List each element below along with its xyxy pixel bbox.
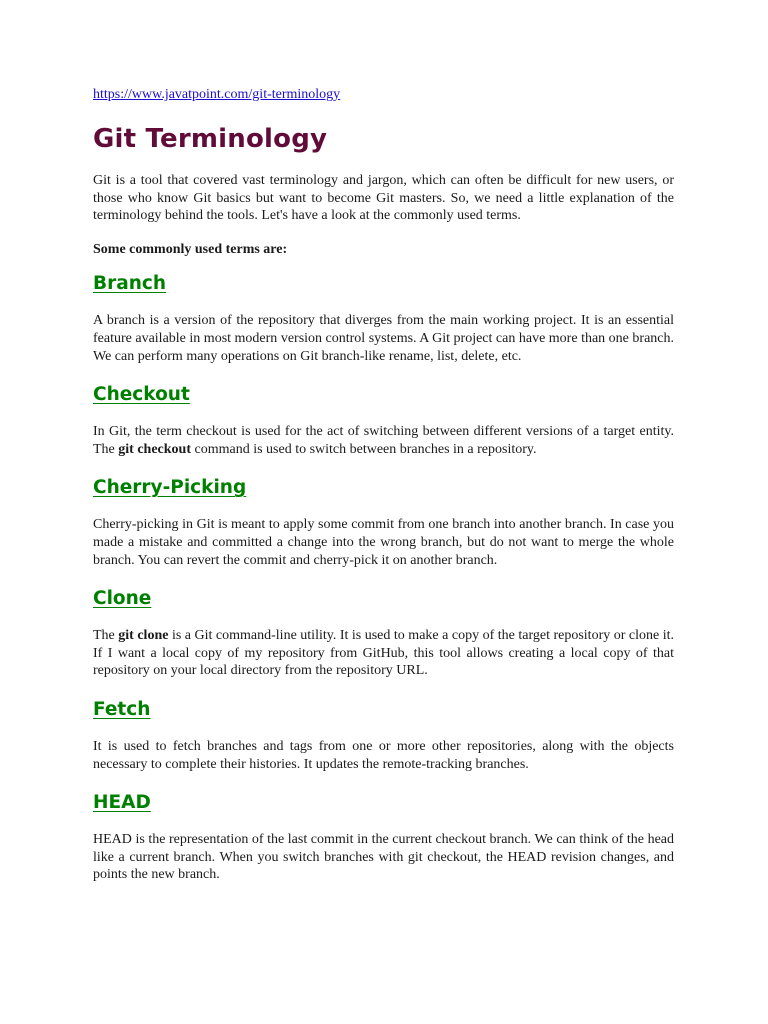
checkout-text-before: In Git, the term checkout is used for the act of switching between different versions of a target entity. The	[93, 424, 674, 457]
paragraph-fetch: It is used to fetch branches and tags from one or more other repositories, along with the objects necessary to complete their histories. It updates the remote-tracking branches.	[93, 738, 674, 772]
paragraph-cherry-picking: Cherry-picking in Git is meant to apply some commit from one branch into another branch. In case you made a mistake and committed a change into the wrong branch, but do not want to merge the whole branch. You can revert the commit and cherry-pick it on another branch.	[93, 517, 674, 568]
clone-text-before: The	[93, 628, 119, 644]
section-clone	[93, 587, 674, 680]
heading-cherry-picking: Cherry-Picking	[93, 477, 247, 499]
page-title: Git Terminology	[93, 124, 328, 154]
lead-in-text: Some commonly used terms are:	[93, 241, 288, 257]
heading-branch: Branch	[93, 273, 167, 295]
heading-head: HEAD	[93, 792, 151, 814]
clone-command: git clone	[118, 628, 169, 644]
document-page	[93, 86, 674, 902]
heading-fetch: Fetch	[93, 698, 151, 720]
section-head	[93, 791, 674, 884]
intro-paragraph: Git is a tool that covered vast terminology and jargon, which can often be difficult for new users, or those who know Git basics but want to become Git masters. So, we need a little explanation of the terminology behind the tools. Let's have a look at the commonly used terms.	[93, 173, 674, 224]
paragraph-clone	[93, 627, 674, 680]
clone-text-after: is a Git command-line utility. It is used to make a copy of the target repository or clone it. If I want a local copy of my repository from GitHub, this tool allows creating a local copy of that repository on your local directory from the repository URL.	[93, 628, 675, 679]
heading-clone: Clone	[93, 588, 152, 610]
section-cherry-picking	[93, 476, 674, 569]
checkout-command: git checkout	[118, 441, 191, 457]
section-fetch	[93, 698, 674, 773]
paragraph-head: HEAD is the representation of the last commit in the current checkout branch. We can think of the head like a current branch. When you switch branches with git checkout, the HEAD revision changes, and points the new branch.	[93, 832, 674, 883]
section-checkout	[93, 383, 674, 458]
source-link[interactable]: https://www.javatpoint.com/git-terminology	[93, 87, 341, 102]
checkout-text-after: command is used to switch between branches in a repository.	[190, 441, 537, 457]
heading-checkout: Checkout	[93, 384, 190, 406]
paragraph-branch: A branch is a version of the repository that diverges from the main working project. It is an essential feature available in most modern version control systems. A Git project can have more than one branch. We can perform many operations on Git branch-like rename, list, delete, etc.	[93, 313, 674, 364]
section-branch	[93, 272, 674, 365]
paragraph-checkout	[93, 423, 674, 458]
